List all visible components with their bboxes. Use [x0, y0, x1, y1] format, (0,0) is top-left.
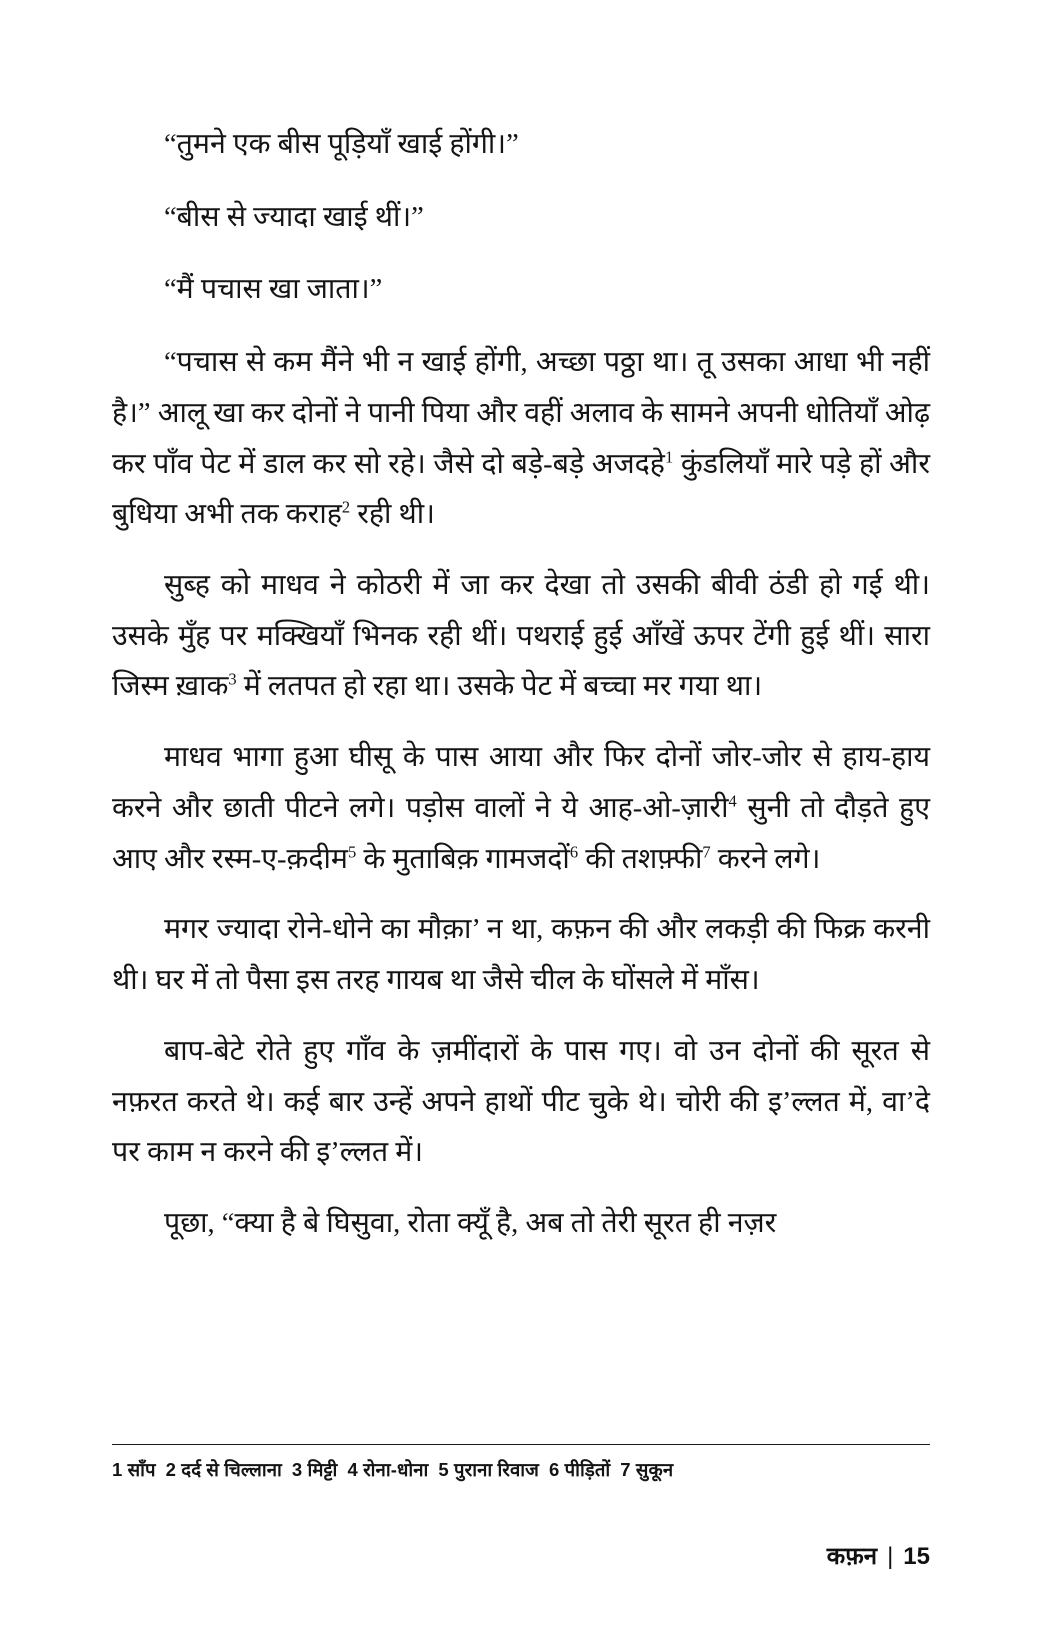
body-text: [112, 120, 930, 1250]
footnote-item: [292, 1459, 338, 1480]
chapter-title: कफ़न: [826, 1543, 878, 1570]
footnote-ref: 5: [347, 842, 357, 862]
dialogue-line: [112, 120, 930, 171]
paragraph-text-cont: के मुताबिक़ गामजदों: [356, 843, 570, 875]
dialogue-text: “बीस से ज्यादा खाई थीं।”: [164, 201, 424, 233]
footnote-text: दर्द से चिल्लाना: [181, 1459, 282, 1480]
footnote-ref: 2: [341, 497, 351, 517]
paragraph-text-cont: में लतपत हो रहा था। उसके पेट में बच्चा मर गया था।: [236, 671, 763, 703]
paragraph: [112, 561, 930, 713]
footnote-text: रोना-धोना: [363, 1459, 429, 1480]
paragraph-text-cont: कुंडलियाँ मारे पड़े हों और बुधिया अभी तक कराह: [112, 448, 930, 531]
paragraph: [112, 338, 930, 541]
footnote-text: पीड़ितों: [564, 1459, 611, 1480]
paragraph: [112, 1199, 930, 1250]
footnote-ref: 7: [702, 842, 711, 862]
footnote-list: [112, 1457, 930, 1482]
footnote-zone: [112, 1444, 930, 1482]
paragraph: [112, 905, 930, 1006]
footer-separator: |: [887, 1543, 894, 1570]
paragraph-text-cont: रही थी।: [350, 499, 435, 531]
footnote-number: 3: [291, 1459, 303, 1480]
footnote-text: साँप: [127, 1459, 156, 1480]
footnote-item: [112, 1459, 156, 1480]
paragraph-text: बाप-बेटे रोते हुए गाँव के ज़मींदारों के पास गए। वो उन दोनों की सूरत से नफ़रत करते थे। कई बार उन्हें अपने हाथों पीट चुके थे। चोरी की इ’ल्लत में, वा’दे पर काम न करने की इ’ल्लत में।: [112, 1035, 930, 1169]
footnote-ref: 3: [228, 669, 237, 689]
footnote-text: पुराना रिवाज: [454, 1459, 539, 1480]
footnote-number: 4: [347, 1459, 358, 1480]
paragraph-text: सुब्ह को माधव ने कोठरी में जा कर देखा तो उसकी बीवी ठंडी हो गई थी। उसके मुँह पर मक्खियाँ भिनक रही थीं। पथराई हुई आँखें ऊपर टेंगी हुई थीं। सारा जिस्म ख़ाक: [112, 570, 930, 703]
dialogue-line: [112, 193, 930, 244]
paragraph-text: “पचास से कम मैंने भी न खाई होंगी, अच्छा पठ्ठा था। तू उसका आधा भी नहीं है।” आलू खा कर दोनों ने पानी पिया और वहीं अलाव के सामने अपनी धोतियाँ ओढ़ कर पाँव पेट में डाल कर सो रहे। जैसे दो बड़े-बड़े अजदहे: [112, 347, 930, 480]
footnote-number: 5: [438, 1459, 449, 1480]
dialogue-text: “मैं पचास खा जाता।”: [164, 274, 383, 306]
footnote-text: सुकून: [635, 1459, 674, 1480]
footnote-ref: 4: [728, 791, 737, 811]
footnote-item: [549, 1459, 610, 1480]
footnote-item: [438, 1459, 539, 1480]
footnote-number: 6: [548, 1459, 560, 1480]
footnote-divider: [112, 1444, 930, 1445]
dialogue-line: [112, 265, 930, 316]
page-number: 15: [903, 1543, 930, 1570]
footnote-number: 7: [620, 1459, 631, 1480]
footnote-ref: 6: [569, 842, 579, 862]
paragraph-text-cont: की तशफ़्फी: [578, 843, 703, 875]
paragraph-text: पूछा, “क्या है बे घिसुवा, रोता क्यूँ है, अब तो तेरी सूरत ही नज़र: [164, 1207, 777, 1239]
footnote-item: [166, 1459, 282, 1480]
paragraph: [112, 1027, 930, 1179]
paragraph: [112, 733, 930, 885]
footnote-number: 2: [165, 1459, 177, 1480]
footnote-ref: 1: [664, 447, 674, 467]
paragraph-text-cont: सुनी तो दौड़ते हुए आए और रस्म-ए-क़दीम: [112, 792, 930, 875]
paragraph-text: मगर ज्यादा रोने-धोने का मौक़ा’ न था, कफ़न की और लकड़ी की फिक्र करनी थी। घर में तो पैसा इस तरह गायब था जैसे चील के घोंसले में माँस।: [112, 914, 930, 997]
page-footer: [827, 1539, 930, 1572]
dialogue-text: “तुमने एक बीस पूड़ियाँ खाई होंगी।”: [164, 129, 519, 160]
paragraph-text-cont: करने लगे।: [710, 843, 821, 875]
footnote-item: [620, 1459, 673, 1480]
footnote-text: मिट्टी: [307, 1459, 338, 1480]
paragraph-text: माधव भागा हुआ घीसू के पास आया और फिर दोनों जोर-जोर से हाय-हाय करने और छाती पीटने लगे। पड़ोस वालों ने ये आह-ओ-ज़ारी: [112, 742, 930, 824]
footnote-number: 1: [112, 1459, 123, 1480]
footnote-item: [347, 1459, 428, 1480]
